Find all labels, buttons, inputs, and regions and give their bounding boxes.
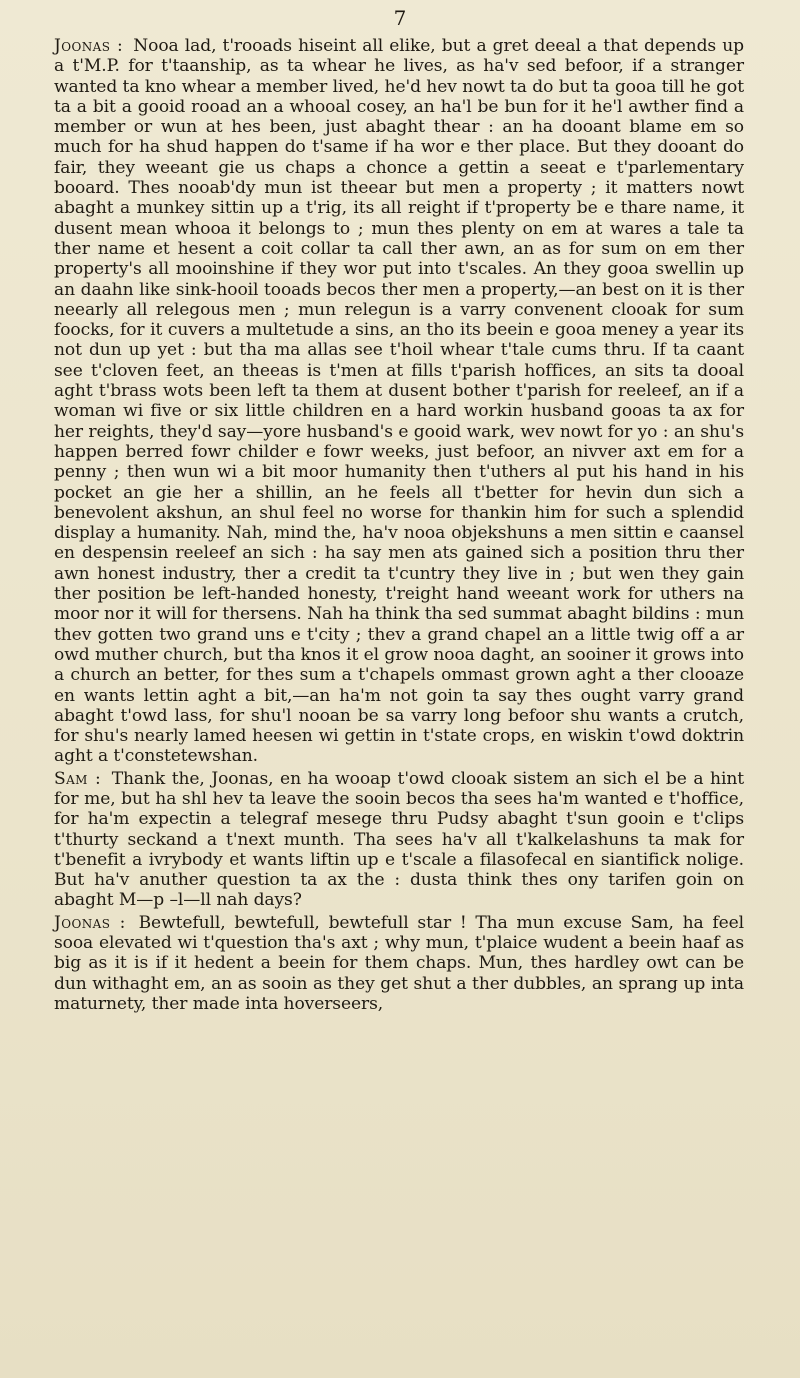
speaker-name: Sam :	[54, 768, 102, 789]
dialogue-line: Bewtefull, bewtefull, bewtefull star ! Tha mun excuse Sam, ha feel sooa elevated wi t'question tha's axt ; why mun, t'plaice wudent a beein haaf as big as it is if it hedent a beein for them chaps. Mun, thes hardley owt can be dun withaght em, an as sooin as they get shut a ther dubbles, an sprang up inta maturnety, ther made inta hoverseers,	[54, 912, 744, 1014]
speaker-name: Joonas :	[54, 36, 124, 56]
dialogue-paragraph	[54, 769, 744, 911]
dialogue-line: Nooa lad, t'rooads hiseint all elike, but a gret deeal a that depends up a t'M.P. for t'taanship, as ta whear he lives, as ha'v sed befoor, if a stranger wanted ta kno whear a member lived, he'd hev nowt ta do but ta gooa till he got ta a bit a gooid rooad an a whooal cosey, an ha'l be bun for it he'l awther find a member or wun at hes been, just abaght thear : an ha dooant blame em so much for ha shud happen do t'same if ha wor e ther place. But they dooant do fair, they weeant gie us chaps a chonce a gettin a seeat e t'parlementary booard. Thes nooab'dy mun ist theear but men a property ; it matters nowt abaght a munkey sittin up a t'rig, its all reight if t'property be e thare name, it dusent mean whooa it belongs to ; mun thes plenty on em at wares a tale ta ther name et hesent a coit collar ta call ther awn, an as for sum on em ther property's all mooinshine if they wor put into t'scales. An they gooa swellin up an daahn like sink-hooil tooads becos ther men a property,—an best on it is ther neearly all relegous men ; mun relegun is a varry convenent clooak for sum foocks, for it cuvers a multetude a sins, an tho its beein e gooa meney a year its not dun up yet : but tha ma allas see t'hoil whear t'tale cums thru. If ta caant see t'cloven feet, an theeas is t'men at fills t'parish hoffices, an sits ta dooal aght t'brass wots been left ta them at dusent bother t'parish for reeleef, an if a woman wi five or six little children en a hard workin husband gooas ta ax for her reights, they'd say—yore husband's e gooid wark, wev nowt for yo : an shu's happen berred fowr childer e fowr weeks, just befoor, an nivver axt em for a penny ; then wun wi a bit moor humanity then t'uthers al put his hand in his pocket an gie her a shillin, an he feels all t'better for hevin dun sich a benevolent akshun, an shul feel no worse for thankin him for such a splendid display a humanity. Nah, mind the, ha'v nooa objekshuns a men sittin e caansel en despensin reeleef an sich : ha say men ats gained sich a position thru ther awn honest industry, ther a credit ta t'cuntry they live in ; but wen they gain ther position be left-handed honesty, t'reight hand weeant work for uthers na moor nor it will for thersens. Nah ha think tha sed summat abaght bildins : mun thev gotten two grand uns e t'city ; thev a grand chapel an a little twig off a ar owd muther church, but tha knos it el grow nooa daght, an sooiner it grows into a church an better, for thes sum a t'chapels ommast grown aght a ther clooaze en wants lettin aght a bit,—an ha'm not goin ta say thes ought varry grand abaght t'owd lass, for shu'l nooan be sa varry long befoor shu wants a crutch, for shu's nearly lamed heesen wi gettin in t'state crops, en wiskin t'owd doktrin aght a t'constetewshan.	[54, 36, 744, 767]
dialogue-text	[54, 36, 744, 1016]
dialogue-paragraph	[54, 36, 744, 767]
page-number: 7	[393, 6, 407, 30]
dialogue-paragraph	[54, 913, 744, 1014]
dialogue-line: Thank the, Joonas, en ha wooap t'owd clooak sistem an sich el be a hint for me, but ha shl hev ta leave the sooin becos tha sees ha'm wanted e t'hoffice, for ha'm expectin a telegraf mesege thru Pudsy abaght t'sun gooin e t'clips t'thurty seckand a t'next munth. Tha sees ha'v all t'kalkelashuns ta mak for t'benefit a ivrybody et wants liftin up e t'scale a filasofecal en siantifick nolige. But ha'v anuther question ta ax the : dusta think thes ony tarifen goin on abaght M—p –l—ll nah days?	[54, 768, 744, 911]
speaker-name: Joonas :	[54, 912, 126, 933]
